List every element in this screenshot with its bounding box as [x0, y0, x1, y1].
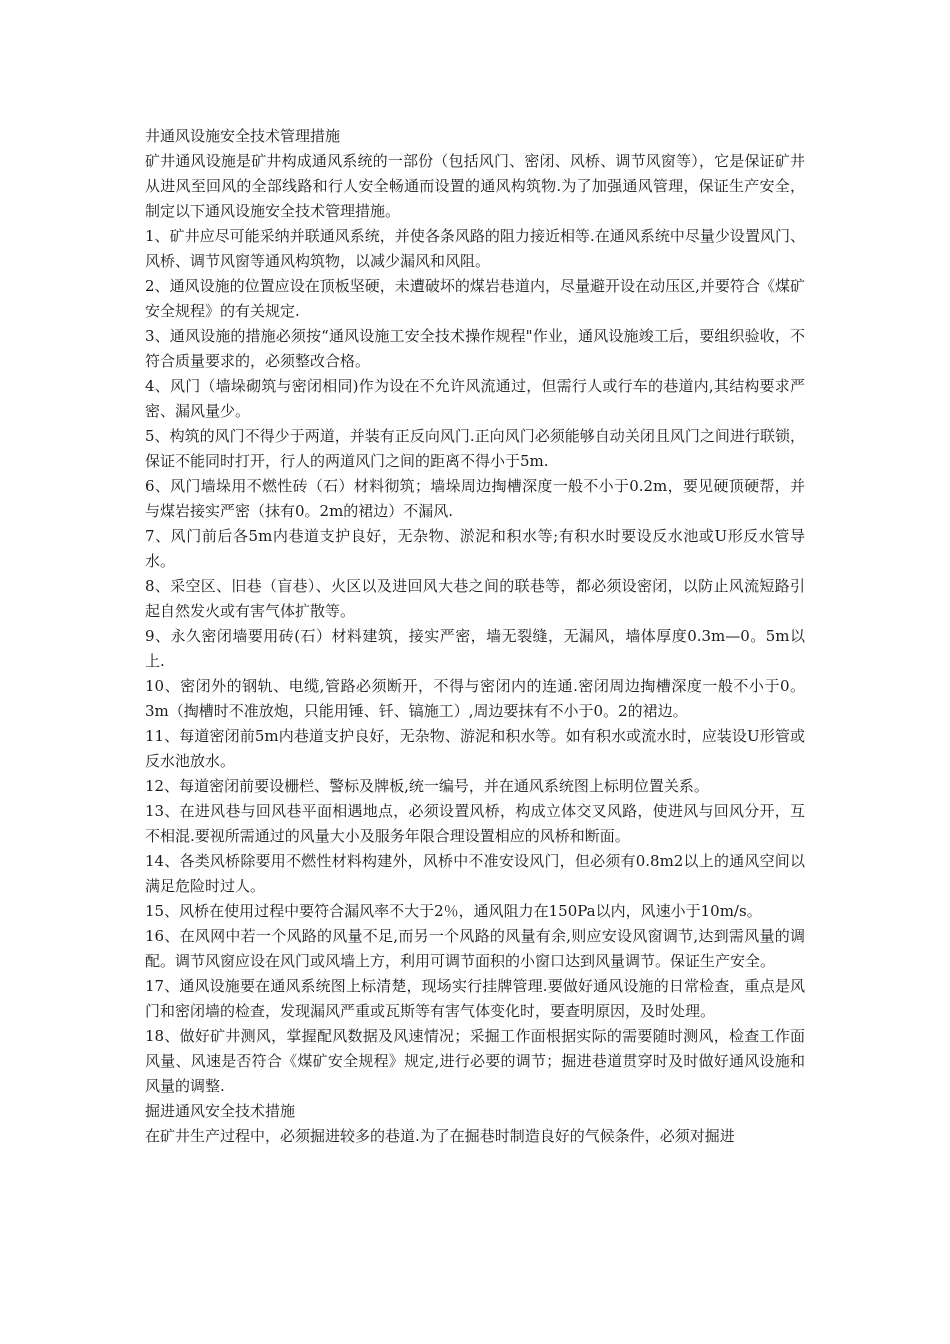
list-item: 9、永久密闭墙要用砖(石）材料建筑，接实严密，墙无裂缝，无漏风，墙体厚度0.3m—0。5m以上. — [145, 627, 805, 670]
list-item: 3、通风设施的措施必须按“通风设施工安全技术操作规程"作业，通风设施竣工后，要组织验收，不符合质量要求的，必须整改合格。 — [145, 327, 805, 370]
list-item: 4、风门（墙垛砌筑与密闭相同)作为设在不允许风流通过，但需行人或行车的巷道内,其结构要求严密、漏风量少。 — [145, 377, 805, 420]
document-body — [145, 124, 805, 1149]
list-item: 11、每道密闭前5m内巷道支护良好，无杂物、游泥和积水等。如有积水或流水时，应装设U形管或反水池放水。 — [145, 727, 805, 770]
list-item: 15、风桥在使用过程中要符合漏风率不大于2％，通风阻力在150Pa以内，风速小于10m/s。 — [145, 902, 762, 920]
list-item: 16、在风网中若一个风路的风量不足,而另一个风路的风量有余,则应安设风窗调节,达到需风量的调配。调节风窗应设在风门或风墙上方，利用可调节面积的小窗口达到风量调节。保证生产安全。 — [145, 927, 805, 970]
section-title: 掘进通风安全技术措施 — [145, 1102, 296, 1120]
list-item: 18、做好矿井测风，掌握配风数据及风速情况；采掘工作面根据实际的需要随时测风，检查工作面风量、风速是否符合《煤矿安全规程》规定,进行必要的调节；掘进巷道贯穿时及时做好通风设施和风量的调整. — [145, 1027, 805, 1095]
list-item: 12、每道密闭前要设栅栏、警标及牌板,统一编号，并在通风系统图上标明位置关系。 — [145, 777, 709, 795]
list-item: 1、矿井应尽可能采纳并联通风系统，并使各条风路的阻力接近相等.在通风系统中尽量少设置风门、风桥、调节风窗等通风构筑物，以减少漏风和风阻。 — [145, 227, 805, 270]
list-item: 8、采空区、旧巷（盲巷）、火区以及进回风大巷之间的联巷等，都必须设密闭，以防止风流短路引起自然发火或有害气体扩散等。 — [145, 577, 805, 620]
list-item: 7、风门前后各5m内巷道支护良好，无杂物、淤泥和积水等;有积水时要设反水池或U形反水管导水。 — [145, 527, 805, 570]
list-item: 10、密闭外的钢轨、电缆,管路必须断开，不得与密闭内的连通.密闭周边掏槽深度一般不小于0。3m（掏槽时不准放炮，只能用锤、钎、镐施工）,周边要抹有不小于0。2的裙边。 — [145, 677, 805, 720]
list-item: 5、构筑的风门不得少于两道，并装有正反向风门.正向风门必须能够自动关闭且风门之间进行联锁，保证不能同时打开，行人的两道风门之间的距离不得小于5m. — [145, 427, 805, 470]
list-item: 6、风门墙垛用不燃性砖（石）材料彻筑；墙垛周边掏槽深度一般不小于0.2m，要见硬顶硬帮，并与煤岩接实严密（抹有0。2m的裙边）不漏风. — [145, 477, 805, 520]
intro-paragraph: 矿井通风设施是矿井构成通风系统的一部份（包括风门、密闭、风桥、调节风窗等），它是保证矿井从进风至回风的全部线路和行人安全畅通而设置的通风构筑物.为了加强通风管理，保证生产安全，制定以下通风设施安全技术管理措施。 — [145, 152, 805, 220]
list-item: 17、通风设施要在通风系统图上标清楚，现场实行挂牌管理.要做好通风设施的日常检查，重点是风门和密闭墙的检查，发现漏风严重或瓦斯等有害气体变化时，要查明原因，及时处理。 — [145, 977, 805, 1020]
list-item: 14、各类风桥除要用不燃性材料构建外，风桥中不准安设风门，但必须有0.8m2以上的通风空间以满足危险时过人。 — [145, 852, 805, 895]
list-item: 13、在进风巷与回风巷平面相遇地点，必须设置风桥，构成立体交叉风路，使进风与回风分开，互不相混.要视所需通过的风量大小及服务年限合理设置相应的风桥和断面。 — [145, 802, 805, 845]
list-item: 2、通风设施的位置应设在顶板坚硬，未遭破坏的煤岩巷道内，尽量避开设在动压区,并要符合《煤矿安全规程》的有关规定. — [145, 277, 805, 320]
section-intro-paragraph: 在矿井生产过程中，必须掘进较多的巷道.为了在掘巷时制造良好的气候条件，必须对掘进 — [145, 1127, 735, 1145]
document-title: 井通风设施安全技术管理措施 — [145, 127, 341, 145]
